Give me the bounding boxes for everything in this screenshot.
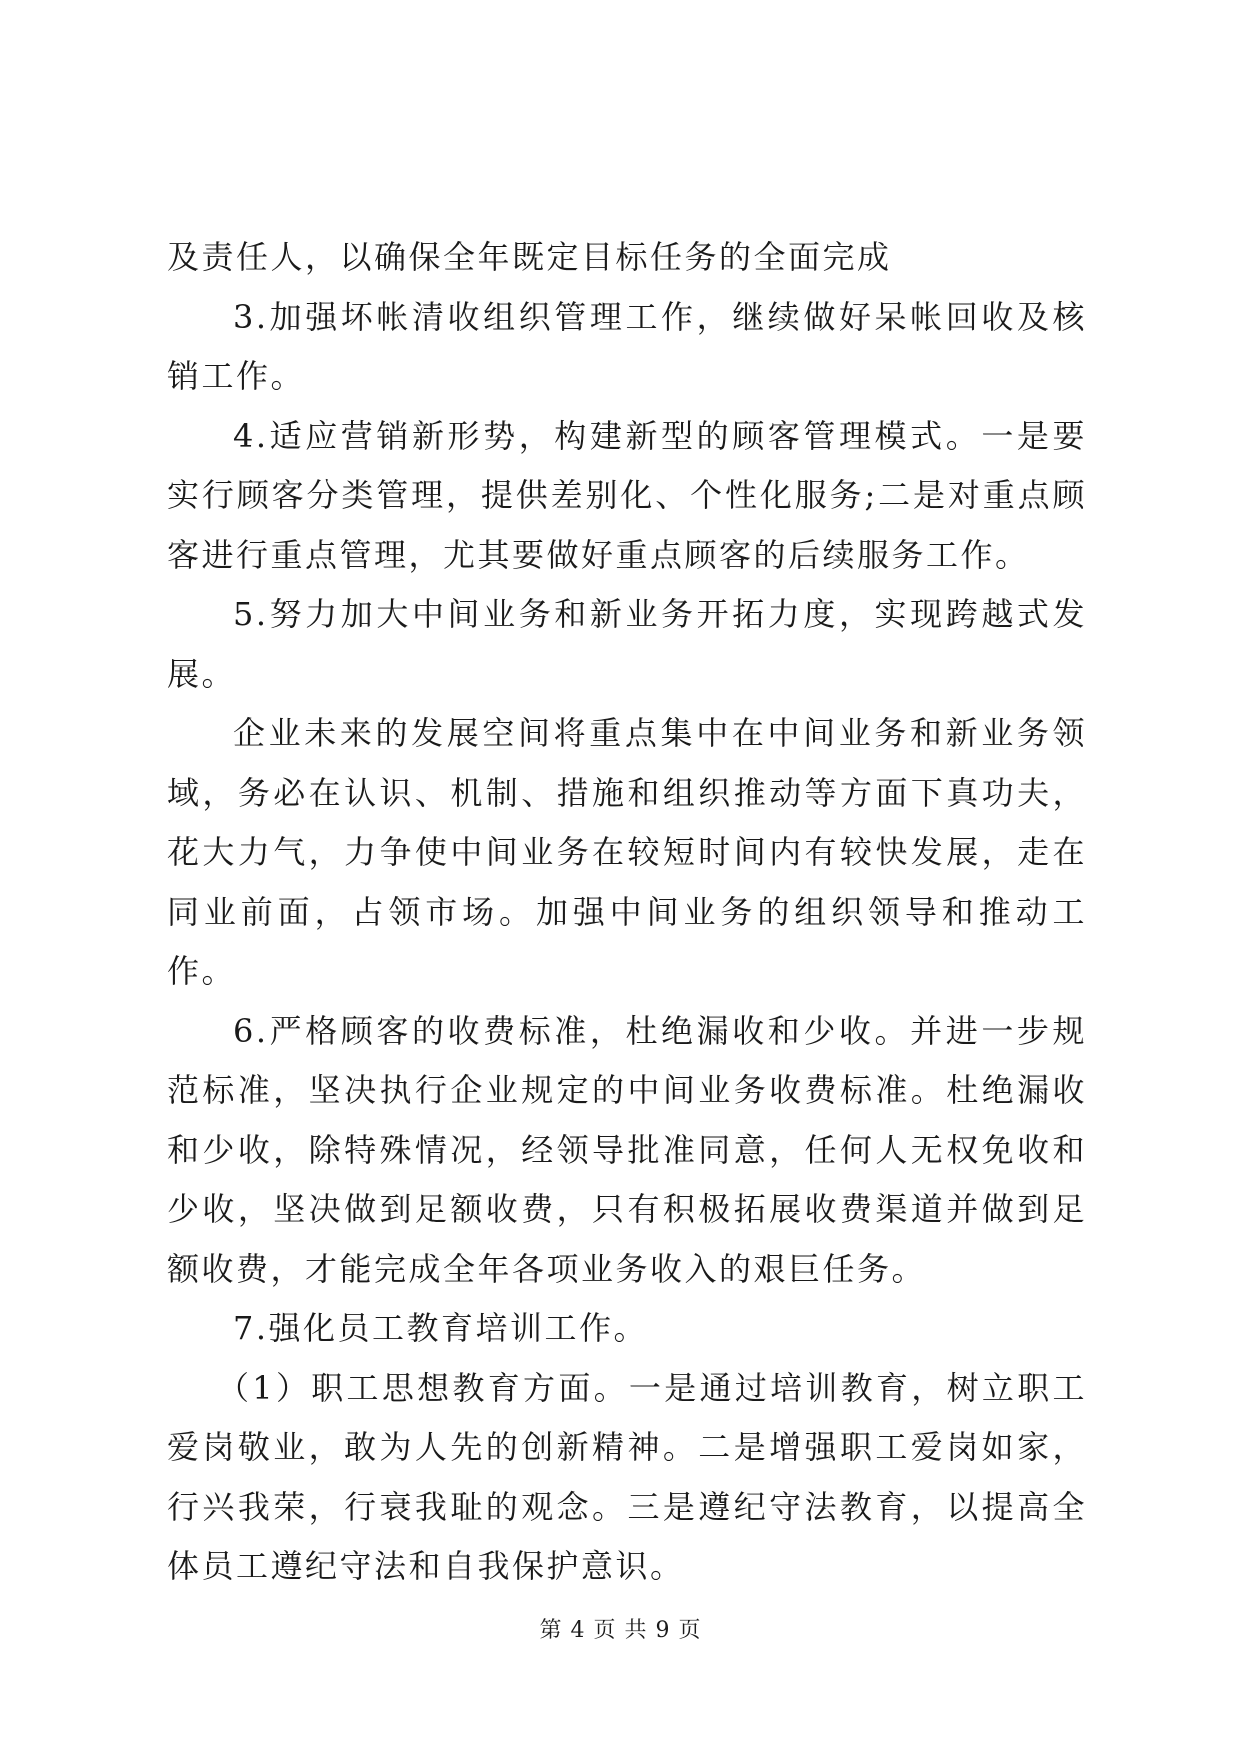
paragraph-item-7-1: （1）职工思想教育方面。一是通过培训教育，树立职工爱岗敬业，敢为人先的创新精神。二是增强职工爱岗如家，行兴我荣，行衰我耻的观念。三是遵纪守法教育，以提高全体员工遵纪守法和自我保护意识。 (167, 1368, 1087, 1585)
paragraph-item-7: 7.强化员工教育培训工作。 (233, 1309, 649, 1347)
paragraph-item-4: 4.适应营销新形势，构建新型的顾客管理模式。一是要实行顾客分类管理，提供差别化、个性化服务;二是对重点顾客进行重点管理，尤其要做好重点顾客的后续服务工作。 (167, 416, 1087, 574)
paragraph-item-5: 5.努力加大中间业务和新业务开拓力度，实现跨越式发展。 (167, 595, 1087, 693)
paragraph-item-5-detail: 企业未来的发展空间将重点集中在中间业务和新业务领域，务必在认识、机制、措施和组织推动等方面下真功夫，花大力气，力争使中间业务在较短时间内有较快发展，走在同业前面，占领市场。加强中间业务的组织领导和推动工作。 (167, 714, 1087, 990)
document-body (167, 228, 1087, 1597)
paragraph-item-3: 3.加强坏帐清收组织管理工作，继续做好呆帐回收及核销工作。 (167, 297, 1087, 395)
page-footer: 第 4 页 共 9 页 (539, 1618, 702, 1643)
paragraph-continuation: 及责任人，以确保全年既定目标任务的全面完成 (167, 238, 892, 276)
paragraph-item-6: 6.严格顾客的收费标准，杜绝漏收和少收。并进一步规范标准，坚决执行企业规定的中间业务收费标准。杜绝漏收和少收，除特殊情况，经领导批准同意，任何人无权免收和少收，坚决做到足额收费，只有积极拓展收费渠道并做到足额收费，才能完成全年各项业务收入的艰巨任务。 (167, 1011, 1087, 1288)
